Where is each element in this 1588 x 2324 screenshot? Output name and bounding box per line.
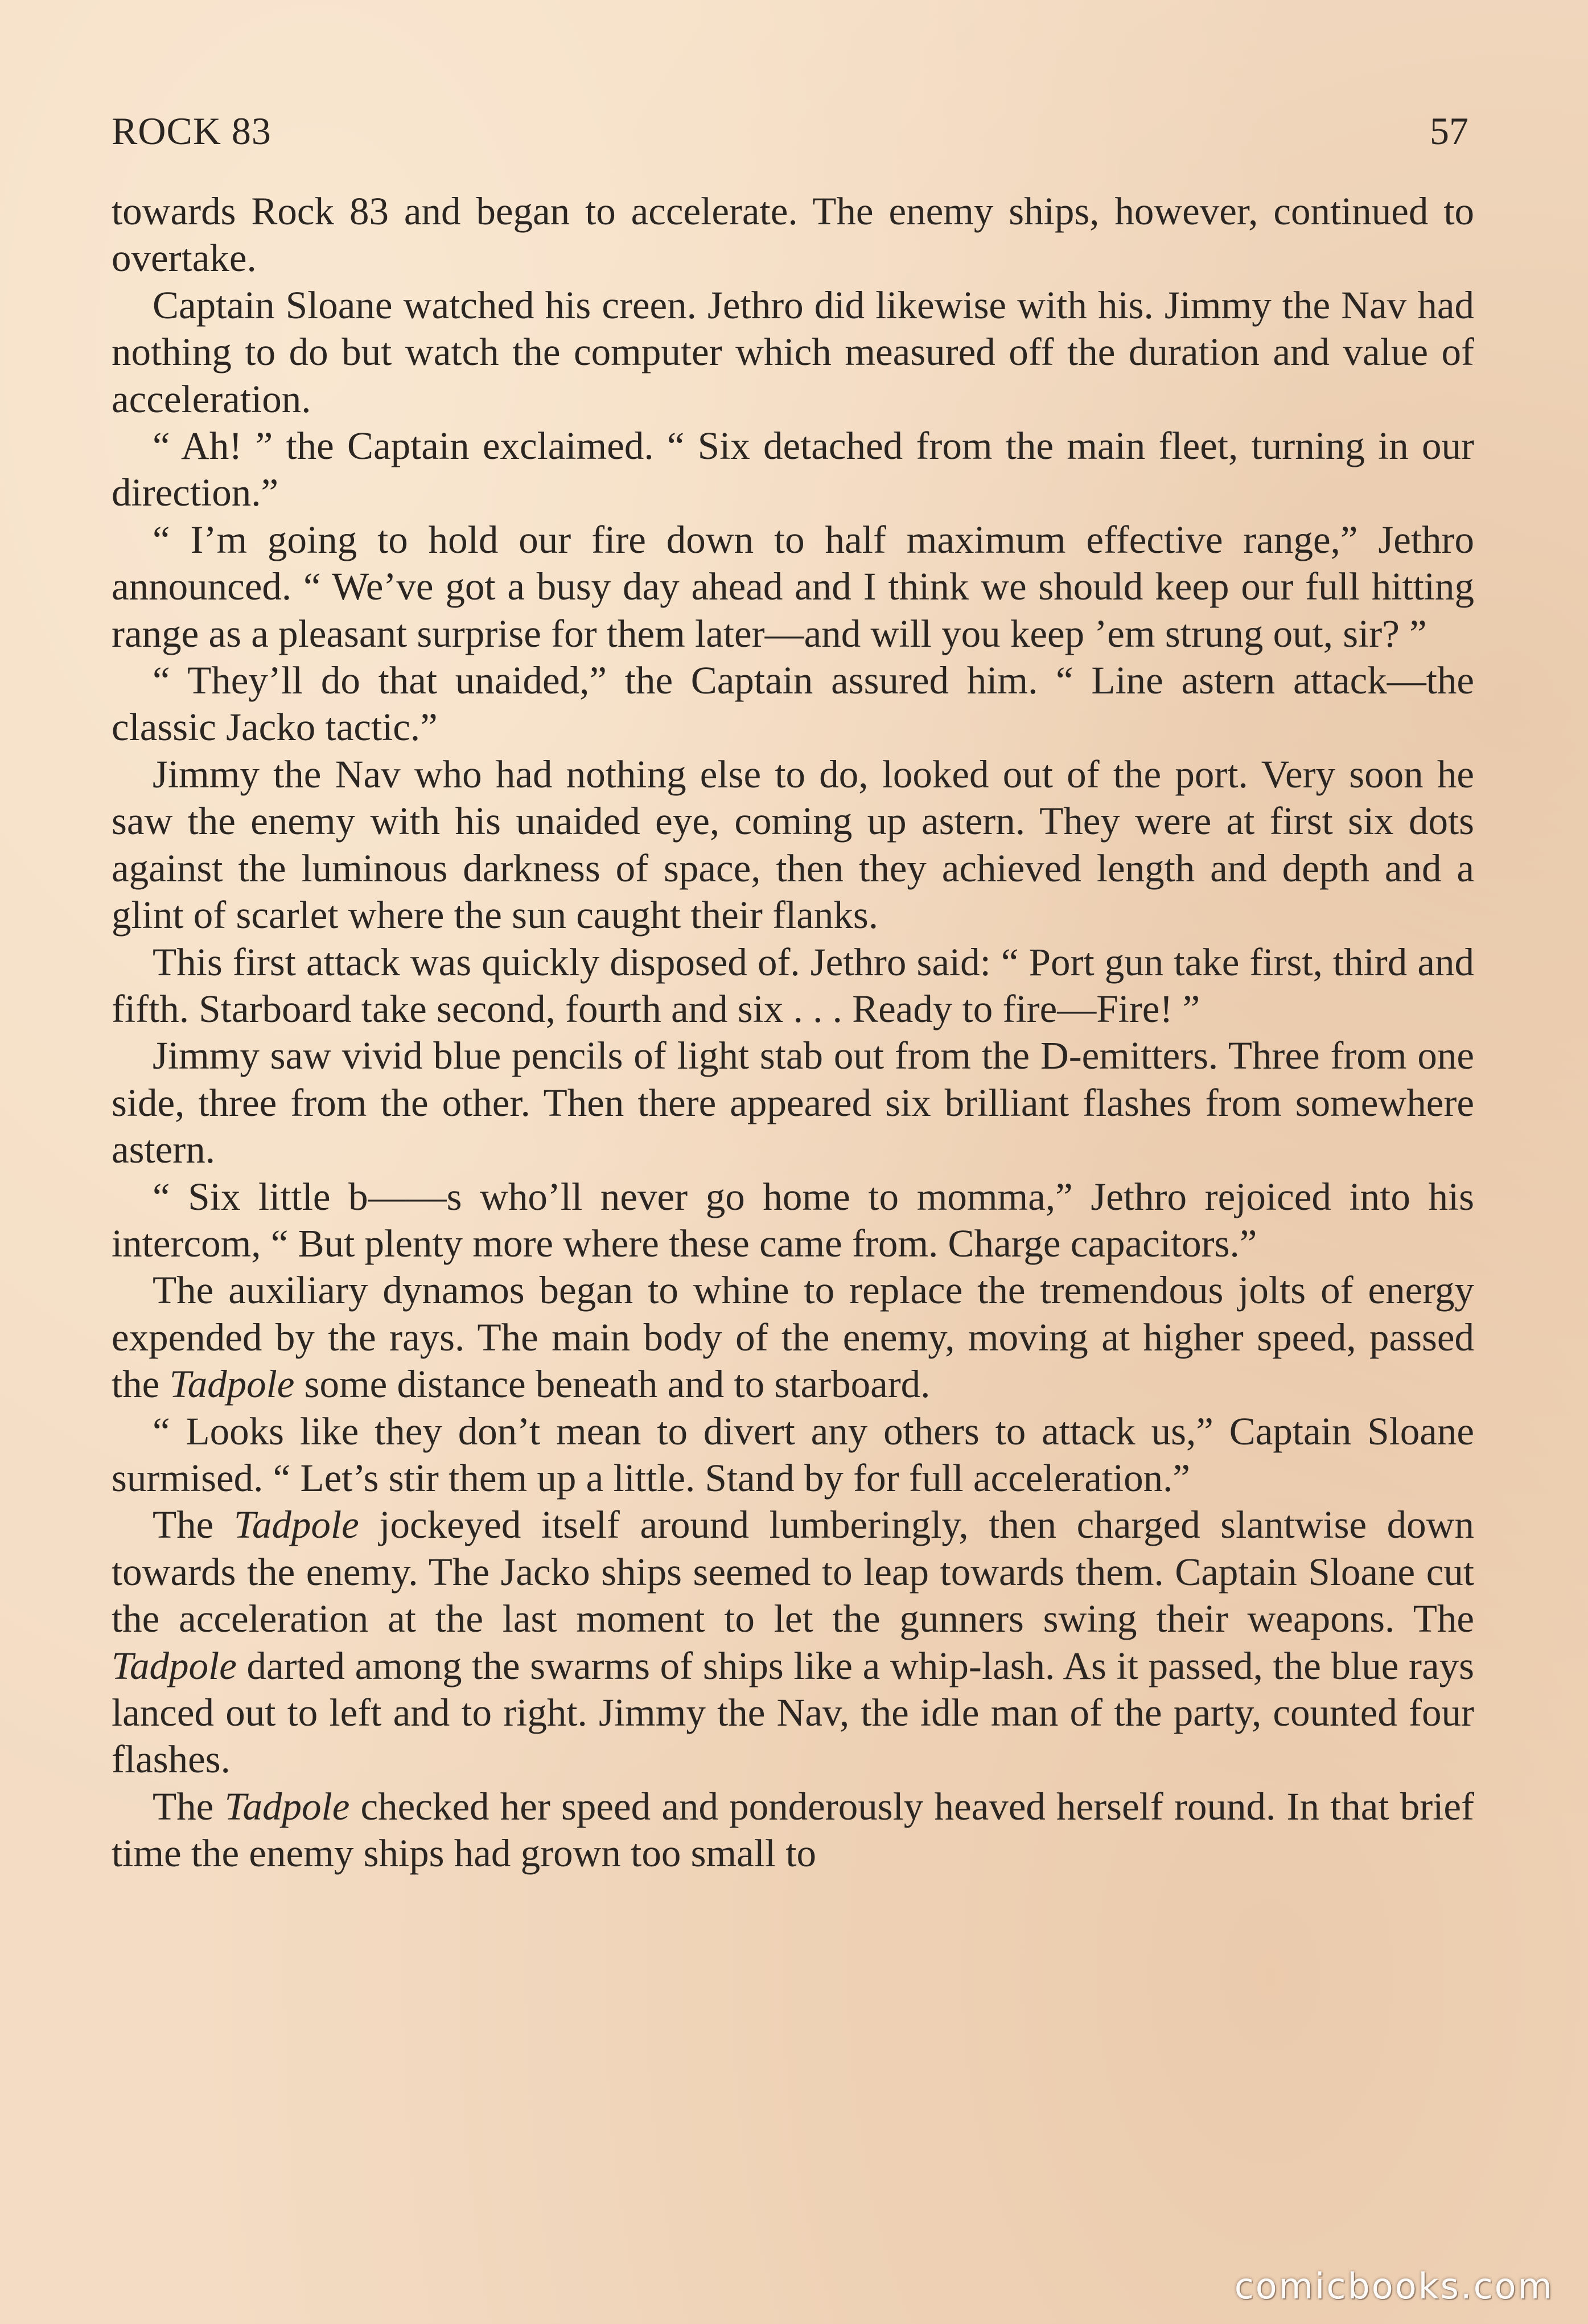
paragraph: “ I’m going to hold our fire down to half maximum effective range,” Jethro announced. “ We’ve got a busy day ahead and I think we should keep our full hitting range as a pleasant surprise for them later—and will you keep ’em strung out, sir? ” (112, 518, 1474, 655)
paragraph: “ Ah! ” the Captain exclaimed. “ Six detached from the main fleet, turning in our direction.” (112, 424, 1474, 515)
paragraph: “ They’ll do that unaided,” the Captain assured him. “ Line astern attack—the classic Jacko tactic.” (112, 659, 1474, 749)
chapter-title: ROCK 83 (112, 109, 271, 153)
ship-name: Tadpole (112, 1644, 237, 1687)
paragraph: Captain Sloane watched his creen. Jethro did likewise with his. Jimmy the Nav had nothing to do but watch the computer which measured off the duration and value of acceleration. (112, 283, 1474, 421)
paragraph: This first attack was quickly disposed of. Jethro said: “ Port gun take first, third and fifth. Starboard take second, fourth and six . . . Ready to fire—Fire! ” (112, 940, 1474, 1030)
ship-name: Tadpole (233, 1503, 359, 1547)
paragraph: Jimmy saw vivid blue pencils of light stab out from the D-emitters. Three from one side, three from the other. Then there appeared six brilliant flashes from somewhere astern. (112, 1034, 1474, 1172)
paragraph: towards Rock 83 and began to accelerate. The enemy ships, however, continued to overtake. (112, 190, 1474, 280)
paragraph: “ Six little b——s who’ll never go home to momma,” Jethro rejoiced into his intercom, “ But plenty more where these came from. Charge capacitors.” (112, 1175, 1474, 1265)
text-run: The (153, 1503, 234, 1547)
site-watermark: comicbooks.com (1234, 2265, 1554, 2307)
paragraph: “ Looks like they don’t mean to divert any others to attack us,” Captain Sloane surmised. “ Let’s stir them up a little. Stand by for full acceleration.” (112, 1409, 1474, 1500)
paragraph: Jimmy the Nav who had nothing else to do, looked out of the port. Very soon he saw the enemy with his unaided eye, coming up astern. They were at first six dots against the luminous darkness of space, then they achieved length and depth and a glint of scarlet where the sun caught their flanks. (112, 752, 1474, 937)
paragraph (112, 1783, 1474, 1877)
text-run: checked her speed and ponderously heaved herself round. In that brief time the enemy ships had grown too small to (112, 1784, 1474, 1875)
paragraph (112, 1267, 1474, 1407)
ship-name: Tadpole (169, 1362, 295, 1406)
paragraph (112, 1501, 1474, 1783)
body-text (112, 188, 1474, 1877)
page-number: 57 (1430, 109, 1468, 153)
text-run: darted among the swarms of ships like a whip-lash. As it passed, the blue rays lanced out to left and to right. Jimmy the Nav, the idle man of the party, counted four flashes. (112, 1644, 1474, 1781)
text-run: The auxiliary dynamos began to whine to replace the tremendous jolts of energy expended by the rays. The main body of the enemy, moving at higher speed, passed the (112, 1268, 1474, 1406)
text-run: jockeyed itself around lumberingly, then charged slantwise down towards the enemy. The Jacko ships seemed to leap towards them. Captain Sloane cut the acceleration at the last moment to let the gunners swing their weapons. The (112, 1503, 1474, 1641)
text-run: some distance beneath and to starboard. (294, 1362, 931, 1406)
ship-name: Tadpole (224, 1784, 350, 1828)
text-run: The (153, 1784, 225, 1828)
running-head (112, 102, 1468, 159)
